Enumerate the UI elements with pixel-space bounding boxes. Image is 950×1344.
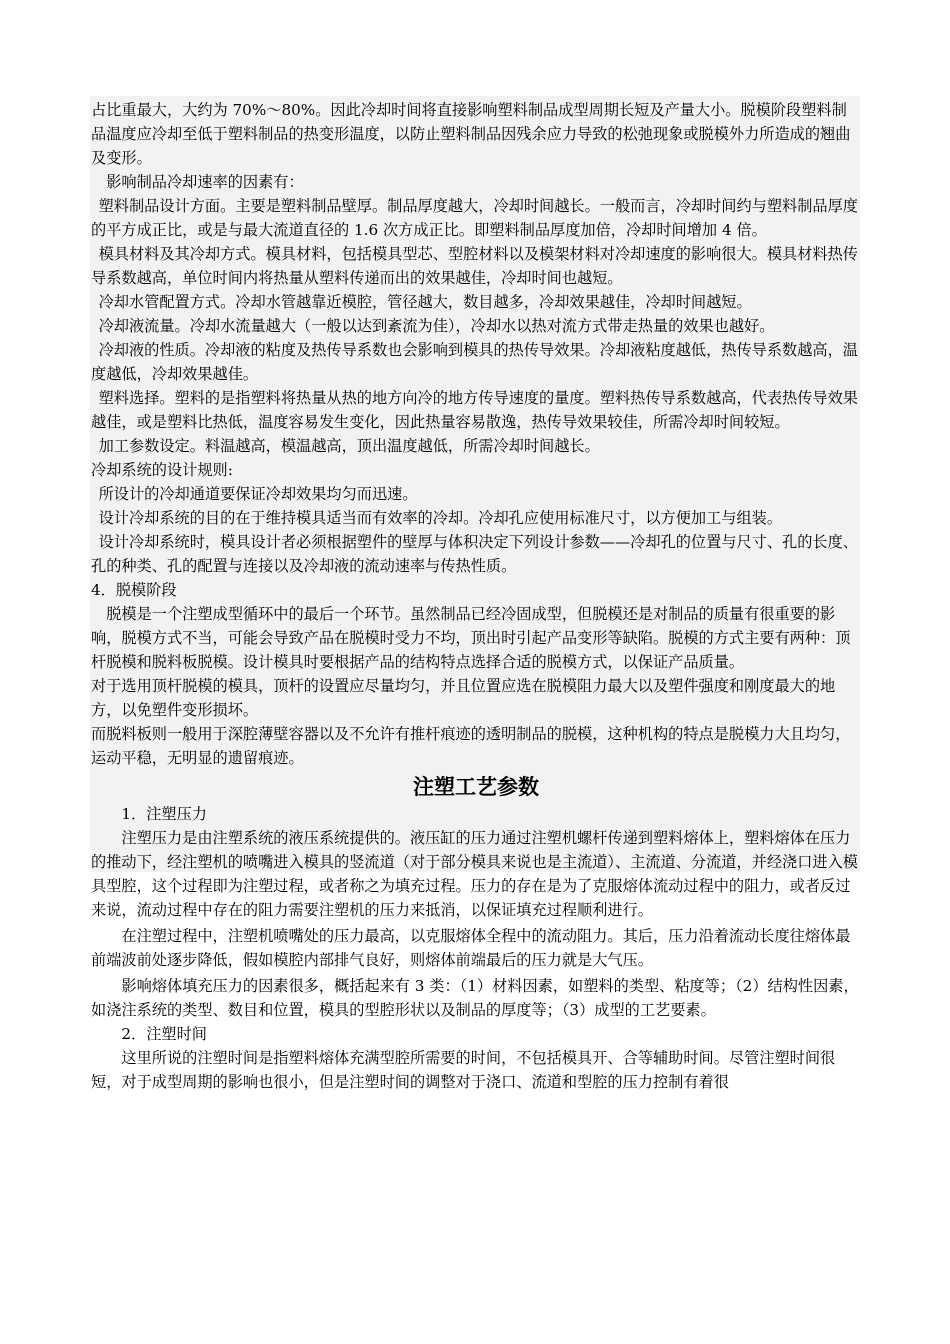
paragraph: 所设计的冷却通道要保证冷却效果均匀而迅速。	[98, 485, 418, 503]
paragraph: 冷却液的性质。冷却液的粘度及热传导系数也会影响到模具的热传导效果。冷却液粘度越低，热传导系数越高，温度越低，冷却效果越佳。	[91, 341, 858, 383]
document-body	[91, 98, 861, 1094]
paragraph: 对于选用顶杆脱模的模具，顶杆的设置应尽量均匀，并且位置应选在脱模阻力最大以及塑件强度和刚度最大的地方，以免塑件变形损坏。	[91, 677, 836, 719]
paragraph: 加工参数设定。料温越高，模温越高，顶出温度越低，所需冷却时间越长。	[98, 437, 600, 455]
section-heading-small: 4．脱模阶段	[91, 581, 177, 599]
paragraph: 塑料选择。塑料的是指塑料将热量从热的地方向冷的地方传导速度的量度。塑料热传导系数越高，代表热传导效果越佳，或是塑料比热低，温度容易发生变化，因此热量容易散逸，热传导效果较佳，所需冷却时间较短。	[91, 389, 858, 431]
subsection-heading: 2．注塑时间	[121, 1025, 207, 1043]
paragraph: 而脱料板则一般用于深腔薄壁容器以及不允许有推杆痕迹的透明制品的脱模，这种机构的特点是脱模力大且均匀，运动平稳，无明显的遗留痕迹。	[91, 725, 851, 767]
paragraph: 设计冷却系统的目的在于维持模具适当而有效率的冷却。冷却孔应使用标准尺寸，以方便加工与组装。	[98, 509, 783, 527]
paragraph: 占比重最大，大约为 70%～80%。因此冷却时间将直接影响塑料制品成型周期长短及产量大小。脱模阶段塑料制品温度应冷却至低于塑料制品的热变形温度，以防止塑料制品因残余应力导致的松弛现象或脱模外力所造成的翘曲及变形。	[91, 101, 851, 167]
paragraph: 设计冷却系统时，模具设计者必须根据塑件的壁厚与体积决定下列设计参数——冷却孔的位置与尺寸、孔的长度、孔的种类、孔的配置与连接以及冷却液的流动速率与传热性质。	[91, 533, 858, 575]
paragraph: 在注塑过程中，注塑机喷嘴处的压力最高，以克服熔体全程中的流动阻力。其后，压力沿着流动长度往熔体最前端波前处逐步降低，假如模腔内部排气良好，则熔体前端最后的压力就是大气压。	[91, 927, 851, 969]
paragraph: 冷却水管配置方式。冷却水管越靠近模腔，管径越大，数目越多，冷却效果越佳，冷却时间越短。	[98, 293, 752, 311]
paragraph: 影响熔体填充压力的因素很多，概括起来有 3 类：（1）材料因素，如塑料的类型、粘度等；（2）结构性因素，如浇注系统的类型、数目和位置，模具的型腔形状以及制品的厚度等；（3）成型的工艺要素。	[91, 977, 859, 1019]
paragraph: 冷却液流量。冷却水流量越大（一般以达到紊流为佳），冷却水以热对流方式带走热量的效果也越好。	[98, 317, 775, 335]
paragraph: 冷却系统的设计规则:	[91, 461, 233, 479]
subsection-heading: 1．注塑压力	[121, 805, 207, 823]
paragraph: 模具材料及其冷却方式。模具材料，包括模具型芯、型腔材料以及模架材料对冷却速度的影响很大。模具材料热传导系数越高，单位时间内将热量从塑料传递而出的效果越佳，冷却时间也越短。	[91, 245, 858, 287]
paragraph: 影响制品冷却速率的因素有：	[106, 173, 304, 191]
paragraph: 塑料制品设计方面。主要是塑料制品壁厚。制品厚度越大，冷却时间越长。一般而言，冷却时间约与塑料制品厚度的平方成正比，或是与最大流道直径的 1.6 次方成正比。即塑料制品厚度加倍，冷却时间增加 4 倍。	[91, 197, 858, 239]
paragraph: 注塑压力是由注塑系统的液压系统提供的。液压缸的压力通过注塑机螺杆传递到塑料熔体上，塑料熔体在压力的推动下，经注塑机的喷嘴进入模具的竖流道（对于部分模具来说也是主流道）、主流道、分流道，并经浇口进入模具型腔，这个过程即为注塑过程，或者称之为填充过程。压力的存在是为了克服熔体流动过程中的阻力，或者反过来说，流动过程中存在的阻力需要注塑机的压力来抵消，以保证填充过程顺利进行。	[91, 829, 858, 919]
paragraph: 这里所说的注塑时间是指塑料熔体充满型腔所需要的时间，不包括模具开、合等辅助时间。尽管注塑时间很短，对于成型周期的影响也很小，但是注塑时间的调整对于浇口、流道和型腔的压力控制有着很	[91, 1049, 836, 1091]
section-title: 注塑工艺参数	[413, 775, 539, 799]
paragraph: 脱模是一个注塑成型循环中的最后一个环节。虽然制品已经冷固成型，但脱模还是对制品的质量有很重要的影响，脱模方式不当，可能会导致产品在脱模时受力不均，顶出时引起产品变形等缺陷。脱模的方式主要有两种：顶杆脱模和脱料板脱模。设计模具时要根据产品的结构特点选择合适的脱模方式，以保证产品质量。	[91, 605, 851, 671]
